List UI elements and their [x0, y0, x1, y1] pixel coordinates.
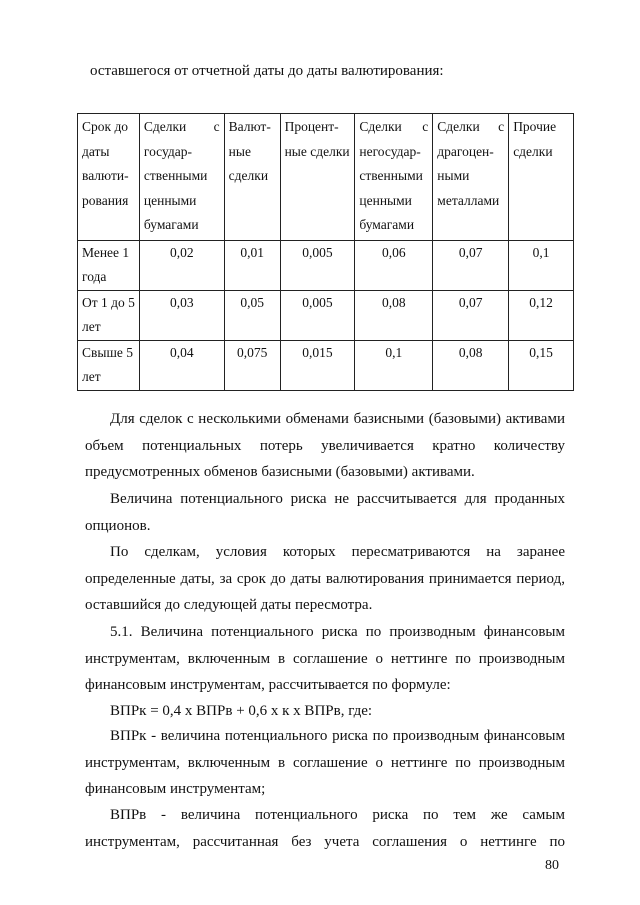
- cell-value: 0,015: [280, 340, 355, 390]
- table-header-row: [78, 114, 574, 241]
- table-row: [78, 290, 574, 340]
- row-term: Свыше 5 лет: [78, 340, 140, 390]
- cell-value: 0,12: [509, 290, 574, 340]
- cell-value: 0,02: [139, 240, 224, 290]
- row-term: От 1 до 5 лет: [78, 290, 140, 340]
- cell-value: 0,04: [139, 340, 224, 390]
- table-row: [78, 240, 574, 290]
- paragraph-sold-options: Величина потенциального риска не рассчитывается для проданных опционов.: [85, 491, 565, 534]
- header-interest-deals: Процент-ные сделки: [280, 114, 355, 241]
- cell-value: 0,05: [224, 290, 280, 340]
- cell-value: 0,03: [139, 290, 224, 340]
- intro-line: оставшегося от отчетной даты до даты валютирования:: [90, 63, 444, 79]
- cell-value: 0,15: [509, 340, 574, 390]
- cell-value: 0,08: [433, 340, 509, 390]
- cell-value: 0,005: [280, 290, 355, 340]
- cell-value: 0,1: [509, 240, 574, 290]
- header-precious-metals: Сделки с драгоцен-ными металлами: [433, 114, 509, 241]
- paragraph-vprk-definition: ВПРк - величина потенциального риска по производным финансовым инструментам, включенным в соглашение о неттинге по производным финансовым инструментам;: [85, 728, 565, 797]
- table-row: [78, 340, 574, 390]
- cell-value: 0,01: [224, 240, 280, 290]
- cell-value: 0,07: [433, 240, 509, 290]
- cell-value: 0,06: [355, 240, 433, 290]
- formula-line: ВПРк = 0,4 х ВПРв + 0,6 х к х ВПРв, где:: [110, 703, 373, 719]
- row-term: Менее 1 года: [78, 240, 140, 290]
- risk-coefficient-table: [77, 113, 574, 391]
- cell-value: 0,075: [224, 340, 280, 390]
- header-term: Срок до даты валюти-рования: [78, 114, 140, 241]
- page-number: 80: [545, 858, 559, 873]
- header-currency-deals: Валют-ные сделки: [224, 114, 280, 241]
- cell-value: 0,005: [280, 240, 355, 290]
- cell-value: 0,07: [433, 290, 509, 340]
- cell-value: 0,08: [355, 290, 433, 340]
- header-nongovernment-securities: Сделки с негосудар-ственными ценными бумагами: [355, 114, 433, 241]
- paragraph-netting-intro: 5.1. Величина потенциального риска по производным финансовым инструментам, включенным в соглашение о неттинге по производным финансовым инструментам, рассчитывается по формуле:: [85, 624, 565, 693]
- paragraph-revised-terms: По сделкам, условия которых пересматриваются на заранее определенные даты, за срок до даты валютирования принимается период, оставшийся до следующей даты пересмотра.: [85, 544, 565, 613]
- header-government-securities: Сделки с государ-ственными ценными бумагами: [139, 114, 224, 241]
- cell-value: 0,1: [355, 340, 433, 390]
- header-other-deals: Прочие сделки: [509, 114, 574, 241]
- paragraph-vprv-definition: ВПРв - величина потенциального риска по тем же самым инструментам, рассчитанная без учета соглашения о неттинге по: [85, 807, 565, 850]
- paragraph-multiple-exchanges: Для сделок с несколькими обменами базисными (базовыми) активами объем потенциальных потерь увеличивается кратно количеству предусмотренных обменов базисными (базовыми) активами.: [85, 411, 565, 480]
